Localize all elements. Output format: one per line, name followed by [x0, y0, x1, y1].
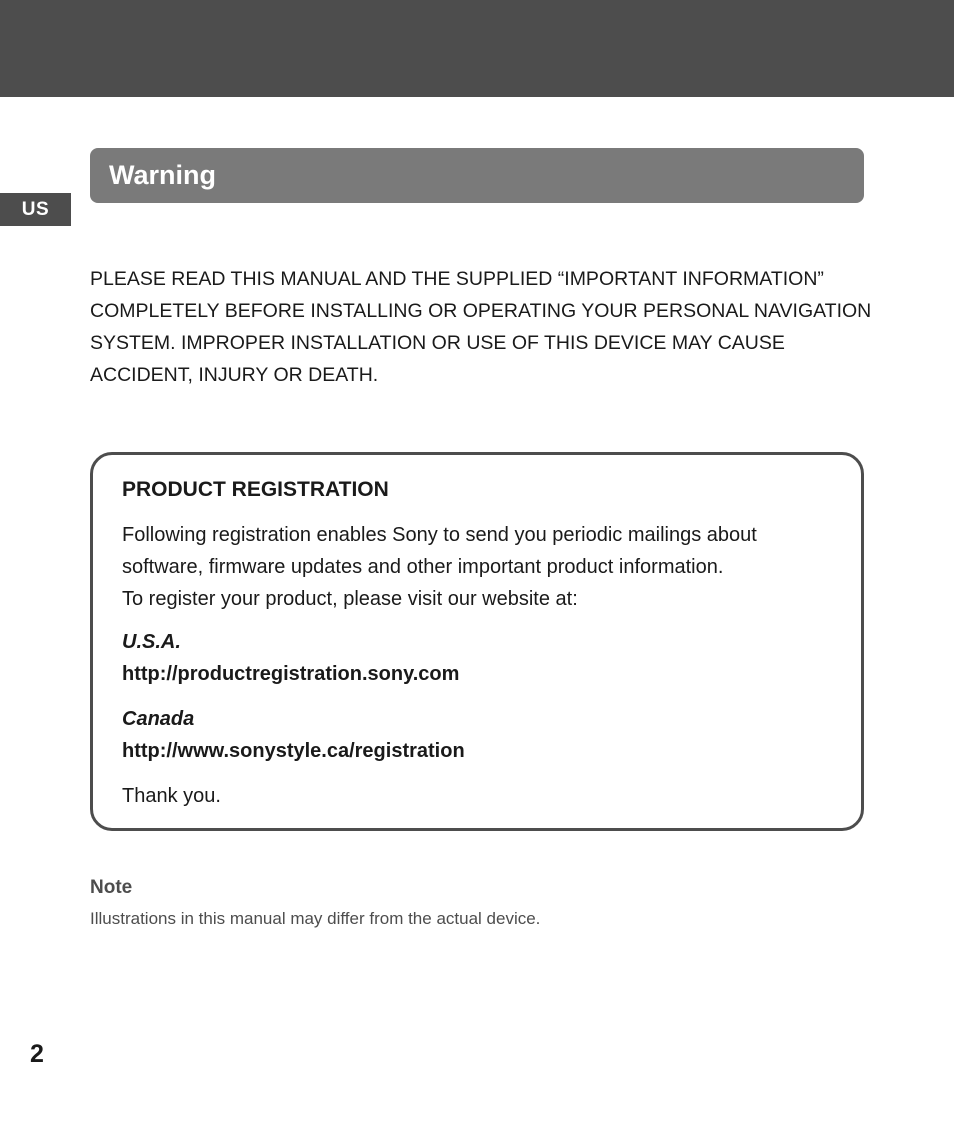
product-registration-box — [90, 452, 864, 831]
usa-registration-link[interactable]: http://productregistration.sony.com — [122, 663, 460, 685]
note-title: Note — [90, 877, 133, 898]
registration-intro-line1: Following registration enables Sony to send you periodic mailings about software, firmware updates and other important product information. — [122, 524, 757, 578]
registration-intro-line2: To register your product, please visit our website at: — [122, 588, 578, 610]
warning-paragraph: PLEASE READ THIS MANUAL AND THE SUPPLIED “IMPORTANT INFORMATION” COMPLETELY BEFORE INSTALLING OR OPERATING YOUR PERSONAL NAVIGATION SYSTEM. IMPROPER INSTALLATION OR USE OF THIS DEVICE MAY CAUSE ACCIDENT, INJURY OR DEATH. — [90, 268, 872, 386]
canada-registration-link[interactable]: http://www.sonystyle.ca/registration — [122, 740, 465, 762]
usa-label: U.S.A. — [122, 631, 181, 653]
registration-intro — [122, 519, 842, 615]
language-tab: US — [0, 193, 71, 226]
registration-title: PRODUCT REGISTRATION — [122, 478, 389, 501]
thank-you-text: Thank you. — [122, 785, 221, 807]
top-banner — [0, 0, 954, 97]
section-title: Warning — [109, 160, 216, 190]
canada-label: Canada — [122, 708, 195, 730]
note-text: Illustrations in this manual may differ from the actual device. — [90, 909, 541, 928]
section-header — [90, 148, 864, 203]
page-number: 2 — [30, 1040, 44, 1068]
